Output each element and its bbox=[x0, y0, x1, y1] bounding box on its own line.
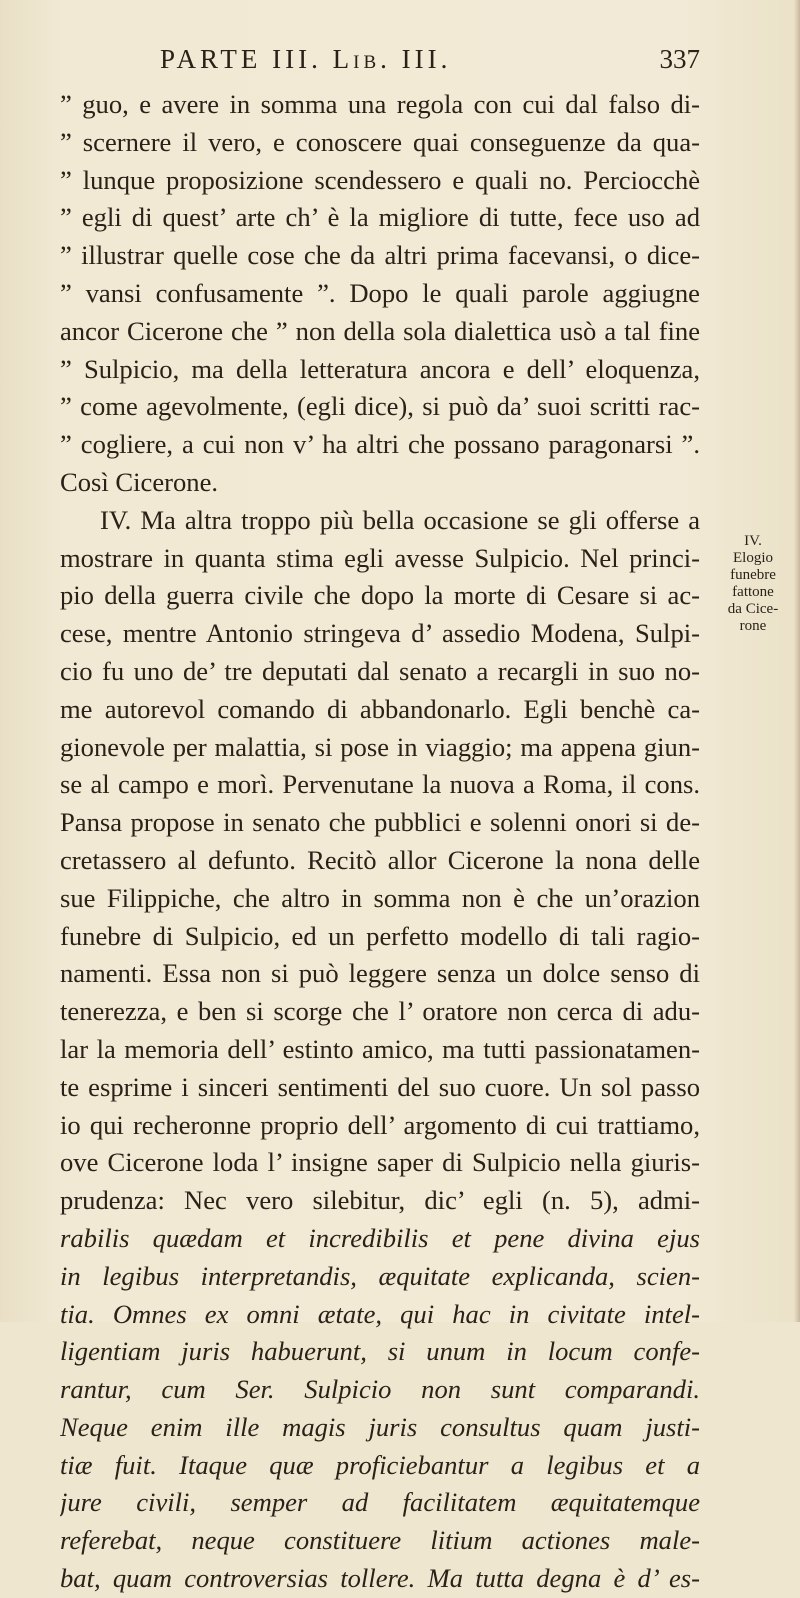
text-line: tenerezza, e ben si scorge che l’ oratore non cerca di adu- bbox=[60, 996, 700, 1027]
body-text bbox=[60, 86, 700, 1598]
text-line: rantur, cum Ser. Sulpicio non sunt comparandi. bbox=[60, 1374, 700, 1405]
text-line: bat, quam controversias tollere. Ma tutta degna è d’ es- bbox=[60, 1563, 700, 1594]
text-line: cese, mentre Antonio stringeva d’ assedio Modena, Sulpi- bbox=[60, 618, 700, 649]
text-line: ” come agevolmente, (egli dice), si può da’ suoi scritti rac- bbox=[60, 391, 700, 422]
text-line: sue Filippiche, che altro in somma non è che un’orazion bbox=[60, 882, 700, 913]
text-line: te esprime i sinceri sentimenti del suo cuore. Un sol passo bbox=[60, 1071, 700, 1102]
running-head: PARTE III. Lib. III. bbox=[160, 44, 452, 74]
margin-note-line: da Cice- bbox=[727, 601, 779, 617]
text-line: io qui recheronne proprio dell’ argomento di cui trattiamo, bbox=[60, 1109, 700, 1140]
text-line: IV. Ma altra troppo più bella occasione se gli offerse a bbox=[100, 504, 700, 535]
text-line: cretassero al defunto. Recitò allor Cicerone la nona delle bbox=[60, 844, 700, 875]
text-line: in legibus interpretandis, æquitate explicanda, scien- bbox=[60, 1260, 700, 1291]
text-line: referebat, neque constituere litium actiones male- bbox=[60, 1525, 700, 1556]
text-line: me autorevol comando di abbandonarlo. Egli benchè ca- bbox=[60, 693, 700, 724]
margin-note bbox=[712, 533, 794, 635]
page-edge bbox=[794, 0, 800, 1322]
text-line: namenti. Essa non si può leggere senza un dolce senso di bbox=[60, 958, 700, 989]
text-line: prudenza: Nec vero silebitur, dic’ egli (n. 5), admi- bbox=[60, 1185, 700, 1216]
text-line: ” egli di quest’ arte ch’ è la migliore di tutte, fece uso ad bbox=[60, 202, 700, 233]
text-line: mostrare in quanta stima egli avesse Sulpicio. Nel princi- bbox=[60, 542, 700, 573]
margin-note-line: rone bbox=[739, 618, 767, 634]
text-line: funebre di Sulpicio, ed un perfetto modello di tali ragio- bbox=[60, 920, 700, 951]
text-line: ” lunque proposizione scendessero e quali no. Perciocchè bbox=[60, 164, 700, 195]
text-line: Neque enim ille magis juris consultus quam justi- bbox=[60, 1411, 700, 1442]
text-line: se al campo e morì. Pervenutane la nuova a Roma, il cons. bbox=[60, 769, 700, 800]
margin-note-line: funebre bbox=[730, 567, 776, 583]
text-line: pio della guerra civile che dopo la morte di Cesare si ac- bbox=[60, 580, 700, 611]
text-line: ” Sulpicio, ma della letteratura ancora e dell’ eloquenza, bbox=[60, 353, 700, 384]
text-line: ” scernere il vero, e conoscere quai conseguenze da qua- bbox=[60, 126, 700, 157]
text-line: ligentiam juris habuerunt, si unum in locum confe- bbox=[60, 1336, 700, 1367]
text-line: ” guo, e avere in somma una regola con cui dal falso di- bbox=[60, 89, 700, 119]
margin-note-line: IV. bbox=[744, 533, 762, 549]
text-line: Pansa propose in senato che pubblici e solenni onori si de- bbox=[60, 807, 700, 838]
text-line: jure civili, semper ad facilitatem æquitatemque bbox=[60, 1487, 700, 1518]
page-number: 337 bbox=[659, 44, 700, 74]
text-line: Così Cicerone. bbox=[60, 466, 219, 497]
text-line: ove Cicerone loda l’ insigne saper di Sulpicio nella giuris- bbox=[60, 1147, 700, 1178]
margin-note-line: fattone bbox=[732, 584, 774, 600]
text-line: rabilis quædam et incredibilis et pene divina ejus bbox=[60, 1222, 700, 1253]
text-line: lar la memoria dell’ estinto amico, ma tutti passionatamen- bbox=[60, 1033, 700, 1064]
text-line: tia. Omnes ex omni ætate, qui hac in civitate intel- bbox=[60, 1298, 700, 1329]
text-line: ancor Cicerone che ” non della sola dialettica usò a tal fine bbox=[60, 315, 700, 346]
text-line: tiæ fuit. Itaque quæ proficiebantur a legibus et a bbox=[60, 1449, 700, 1480]
text-line: ” illustrar quelle cose che da altri prima facevansi, o dice- bbox=[60, 240, 700, 271]
text-line: gionevole per malattia, si pose in viaggio; ma appena giun- bbox=[60, 731, 700, 762]
text-line: ” vansi confusamente ”. Dopo le quali parole aggiugne bbox=[60, 277, 700, 308]
margin-note-line: Elogio bbox=[733, 550, 773, 566]
text-line: cio fu uno de’ tre deputati dal senato a recargli in suo no- bbox=[60, 655, 700, 686]
text-line: ” cogliere, a cui non v’ ha altri che possano paragonarsi ”. bbox=[60, 429, 700, 460]
page-header bbox=[160, 40, 720, 84]
